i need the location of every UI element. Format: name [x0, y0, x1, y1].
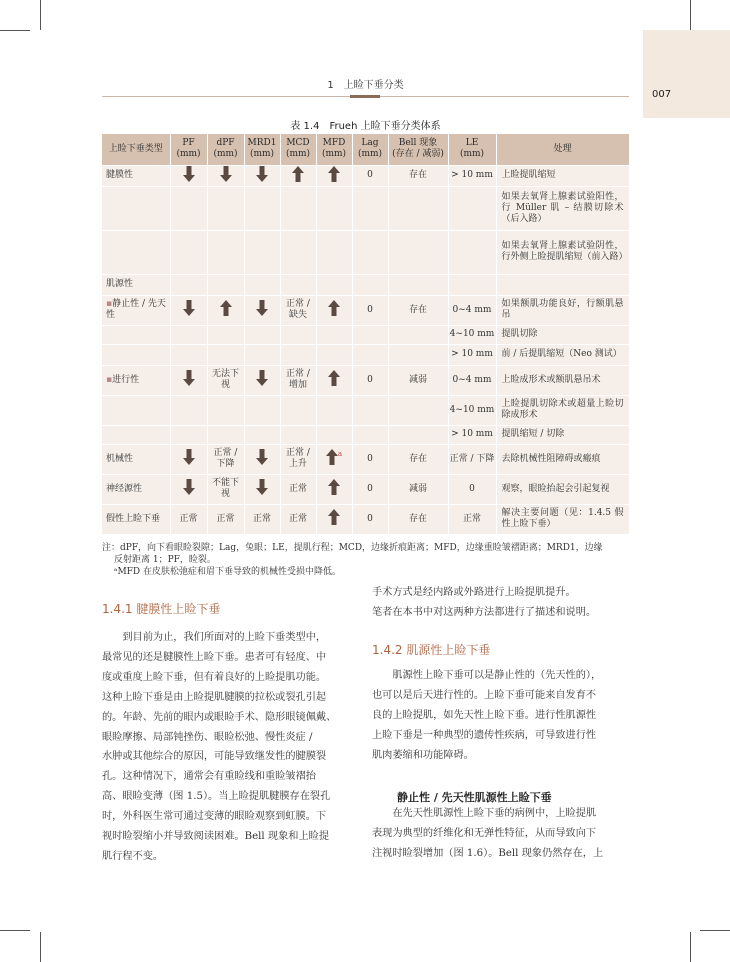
table-cell-type: [102, 425, 170, 444]
table-cell-type: [102, 295, 170, 325]
cell-text: 肌源性: [106, 279, 134, 289]
table-cell-mrd1: [244, 325, 280, 344]
table-cell-mrd1: [244, 425, 280, 444]
table-header-row: [102, 134, 629, 165]
table-cell-lag: [352, 425, 388, 444]
cell-text: 神经源性: [106, 483, 143, 494]
table-cell-mrd1: [244, 165, 280, 186]
cell-text: 假性上睑下垂: [106, 513, 161, 524]
column-header-line: MRD1: [247, 138, 277, 149]
page-number: 007: [652, 89, 672, 100]
table-cell-dpf: [207, 295, 244, 325]
down-arrow-icon: [183, 449, 195, 465]
running-head: 1 上睑下垂分类: [327, 80, 404, 91]
column-header: [496, 134, 629, 165]
table-cell-bell: [388, 474, 448, 504]
table-cell-mfd: [316, 344, 352, 365]
table-cell-bell: [388, 165, 448, 186]
note-line: 注：dPF，向下看眼睑裂隙；Lag，兔眼；LE，提肌行程；MCD，边缘折痕距离；MFD，边缘重睑皱褶距离；MRD1，边缘: [102, 543, 603, 553]
column-header-line: (mm): [249, 149, 275, 160]
cell-text: 解决主要问题（见：1.4.5 假性上睑下垂）: [501, 508, 624, 530]
table-cell-mfd: [316, 325, 352, 344]
table-cell-le: [448, 274, 496, 295]
table-cell-mfd: [316, 230, 352, 274]
cell-text: 0~4 mm: [452, 374, 492, 385]
crop-mark-tl-v: [40, 0, 41, 30]
cell-text: 机械性: [106, 453, 134, 464]
table-cell-mrd1: [244, 274, 280, 295]
table-cell-lag: [352, 444, 388, 474]
table-cell-mfd: [316, 474, 352, 504]
cell-text: 前 / 后提肌缩短（Neo 测试）: [501, 349, 622, 359]
table-cell-lag: [352, 474, 388, 504]
table-cell-le: [448, 474, 496, 504]
table-cell-le: [448, 444, 496, 474]
table-cell-mfd: [316, 444, 352, 474]
down-arrow-icon: [256, 449, 268, 465]
text-line: 良的上睑提肌，如先天性上睑下垂。进行性肌源性: [372, 709, 597, 721]
cell-text: > 10 mm: [451, 349, 493, 359]
cell-text: 如果去氧肾上腺素试验阳性，行 Müller 肌 – 结膜切除术（后入路）: [501, 191, 624, 224]
right-column-text: [372, 666, 629, 766]
table-cell-mrd1: [244, 395, 280, 425]
table-cell-mcd: [280, 295, 316, 325]
page-number-tab: [643, 30, 730, 118]
table-cell-dpf: [207, 325, 244, 344]
cell-text: 观察，眼睑抬起会引起复视: [501, 483, 610, 494]
up-arrow-icon: [328, 166, 340, 182]
table-cell-bell: [388, 295, 448, 325]
cell-text: > 10 mm: [451, 170, 493, 180]
crop-mark-bl-v: [40, 932, 41, 962]
table-cell-treat: [496, 444, 629, 474]
table-cell-mrd1: [244, 230, 280, 274]
table-cell-type: [102, 230, 170, 274]
table-cell-type: [102, 186, 170, 230]
column-header: [352, 134, 388, 165]
cell-text: 上睑成形术或额肌悬吊术: [501, 374, 601, 385]
table-cell-le: [448, 365, 496, 395]
table-cell-mcd: [280, 186, 316, 230]
column-header-line: (mm): [357, 149, 383, 160]
table-cell-mrd1: [244, 344, 280, 365]
table-cell-mcd: [280, 504, 316, 534]
text-line: 孔。这种情况下，通常会有重睑线和重睑皱褶抬: [102, 771, 316, 783]
table-cell-type: [102, 365, 170, 395]
table-row: [102, 425, 629, 444]
cell-text: 0: [469, 483, 475, 494]
cell-text: 如果去氧肾上腺素试验阴性，行外侧上睑提肌缩短（前入路）: [501, 241, 628, 262]
cell-text: 0~4 mm: [452, 304, 492, 315]
up-arrow-icon: [328, 509, 340, 525]
table-cell-mfd: [316, 425, 352, 444]
cell-text: 存在: [408, 170, 427, 180]
cell-text: > 10 mm: [451, 429, 493, 439]
table-cell-mcd: [280, 474, 316, 504]
cell-text: 正常 / 下降: [449, 453, 495, 464]
table-cell-pf: [170, 230, 207, 274]
table-cell-type: [102, 274, 170, 295]
table-cell-pf: [170, 274, 207, 295]
table-cell-bell: [388, 504, 448, 534]
up-arrow-icon: [326, 449, 338, 465]
table-cell-dpf: [207, 186, 244, 230]
column-header-line: 上睑下垂类型: [108, 143, 163, 154]
table-cell-bell: [388, 186, 448, 230]
table-cell-dpf: [207, 474, 244, 504]
column-header-line: (mm): [213, 149, 238, 160]
cell-text: 静止性 / 先天性: [106, 299, 166, 320]
up-arrow-icon: [220, 300, 232, 316]
table-cell-dpf: [207, 504, 244, 534]
table-cell-mfd: [316, 365, 352, 395]
table-cell-mcd: [280, 165, 316, 186]
table-cell-bell: [388, 395, 448, 425]
table-cell-mcd: [280, 444, 316, 474]
down-arrow-icon: [183, 479, 195, 495]
up-arrow-icon: [328, 300, 340, 316]
cell-text: 0: [367, 483, 373, 494]
table-cell-type: [102, 504, 170, 534]
table-cell-treat: [496, 295, 629, 325]
bullet-icon: ▪: [106, 374, 113, 385]
table-cell-mcd: [280, 365, 316, 395]
note-line: 反射距离 1；PF，睑裂。: [114, 555, 216, 565]
crop-mark-br-v: [690, 932, 691, 962]
table-cell-pf: [170, 186, 207, 230]
cell-text: 上睑提肌缩短: [501, 170, 556, 180]
table-cell-mfd: [316, 274, 352, 295]
table-cell-treat: [496, 165, 629, 186]
header-rule-mark: [350, 95, 380, 98]
crop-mark-br-h: [700, 930, 730, 931]
table-row: [102, 365, 629, 395]
table-cell-pf: [170, 325, 207, 344]
column-header-line: (mm): [321, 149, 347, 160]
table-row: [102, 186, 629, 230]
column-header-line: MCD: [286, 138, 310, 149]
cell-text: 0: [367, 170, 373, 180]
table-cell-bell: [388, 325, 448, 344]
text-line: 时，外科医生常可通过变薄的眼睑观察到虹膜。下: [102, 811, 327, 823]
cell-text: 减弱: [408, 483, 427, 494]
cell-text: 4~10 mm: [449, 404, 495, 415]
table-cell-le: [448, 504, 496, 534]
column-header-line: (存在 / 减弱): [392, 149, 444, 160]
table-cell-le: [448, 344, 496, 365]
table-cell-le: [448, 425, 496, 444]
column-header: [170, 134, 207, 165]
table-cell-mrd1: [244, 474, 280, 504]
table-cell-pf: [170, 295, 207, 325]
column-header-line: (mm): [176, 149, 201, 160]
table-cell-type: [102, 444, 170, 474]
column-header: [207, 134, 244, 165]
table-cell-mcd: [280, 395, 316, 425]
footnote-marker: a: [337, 450, 343, 458]
table-cell-treat: [496, 274, 629, 295]
cell-text: 正常 / 上升: [286, 448, 310, 469]
table-cell-type: [102, 474, 170, 504]
table-cell-treat: [496, 186, 629, 230]
subsection-title-static: 静止性 / 先天性肌源性上睑下垂: [397, 791, 552, 804]
cell-text: 提肌缩短 / 切除: [501, 429, 565, 439]
table-cell-bell: [388, 230, 448, 274]
table-cell-treat: [496, 365, 629, 395]
text-line: 度或重度上睑下垂，但有着良好的上睑提肌功能。: [102, 671, 327, 683]
table-cell-lag: [352, 186, 388, 230]
table-row: [102, 274, 629, 295]
text-line: 也可以是后天进行性的。上睑下垂可能来自发育不: [372, 689, 597, 701]
cell-text: 存在: [408, 513, 427, 524]
table-cell-treat: [496, 344, 629, 365]
table-body: [102, 165, 629, 534]
text-line: 水肿或其他综合的原因，可能导致继发性的腱膜裂: [102, 751, 327, 763]
down-arrow-icon: [183, 370, 195, 386]
down-arrow-icon: [256, 370, 268, 386]
table-cell-lag: [352, 395, 388, 425]
table-cell-type: [102, 325, 170, 344]
column-header: [102, 134, 170, 165]
table-cell-mfd: [316, 165, 352, 186]
cell-text: 正常 / 下降: [213, 448, 238, 469]
cell-text: 存在: [408, 453, 427, 464]
column-header-line: (mm): [285, 149, 311, 160]
table-cell-mfd: [316, 504, 352, 534]
crop-mark-tl-h: [0, 30, 30, 31]
table-row: [102, 325, 629, 344]
cell-text: 0: [367, 304, 373, 315]
down-arrow-icon: [183, 166, 195, 182]
table-cell-treat: [496, 230, 629, 274]
table-cell-bell: [388, 274, 448, 295]
table-row: [102, 344, 629, 365]
table-cell-lag: [352, 325, 388, 344]
cell-text: 存在: [408, 304, 427, 315]
right-column-intro: [372, 583, 629, 623]
table-cell-bell: [388, 344, 448, 365]
table-cell-dpf: [207, 365, 244, 395]
table-cell-lag: [352, 504, 388, 534]
column-header-line: (mm): [459, 149, 485, 160]
table-cell-treat: [496, 504, 629, 534]
column-header: [280, 134, 316, 165]
table-cell-dpf: [207, 165, 244, 186]
table-cell-pf: [170, 474, 207, 504]
down-arrow-icon: [256, 479, 268, 495]
column-header-line: PF: [182, 138, 195, 149]
text-line: 肌肉萎缩和功能障碍。: [372, 749, 474, 761]
table-cell-mfd: [316, 186, 352, 230]
table-cell-pf: [170, 344, 207, 365]
up-arrow-icon: [328, 370, 340, 386]
down-arrow-icon: [220, 166, 232, 182]
table-row: [102, 504, 629, 534]
table-row: [102, 395, 629, 425]
text-line: 在先天性肌源性上睑下垂的病例中，上睑提肌: [372, 808, 597, 819]
ptosis-classification-table: [102, 134, 630, 534]
cell-text: 0: [367, 374, 373, 385]
table-cell-dpf: [207, 395, 244, 425]
table-cell-lag: [352, 274, 388, 295]
column-header-line: LE: [465, 138, 479, 149]
crop-mark-bl-h: [0, 930, 30, 931]
table-cell-le: [448, 165, 496, 186]
table-cell-lag: [352, 295, 388, 325]
column-header-line: 处理: [553, 143, 572, 154]
table-cell-mcd: [280, 230, 316, 274]
table-cell-mcd: [280, 274, 316, 295]
cell-text: 无法下视: [211, 369, 239, 390]
table-cell-mrd1: [244, 444, 280, 474]
table-cell-bell: [388, 444, 448, 474]
section-title-myogenic: 1.4.2 肌源性上睑下垂: [372, 643, 491, 657]
column-header-line: MFD: [322, 138, 346, 149]
table-cell-mfd: [316, 395, 352, 425]
table-row: [102, 295, 629, 325]
cell-text: 正常: [288, 483, 307, 494]
table-cell-lag: [352, 344, 388, 365]
table-cell-mcd: [280, 425, 316, 444]
cell-text: 提肌切除: [501, 329, 538, 339]
table-cell-le: [448, 230, 496, 274]
column-header: [448, 134, 496, 165]
down-arrow-icon: [183, 300, 195, 316]
cell-text: 去除机械性阻障碍或瘢痕: [501, 453, 601, 464]
table-cell-pf: [170, 165, 207, 186]
crop-mark-tr-v: [690, 0, 691, 30]
text-line: 上睑下垂是一种典型的遗传性疾病，可导致进行性: [372, 729, 597, 741]
table-cell-mrd1: [244, 504, 280, 534]
cell-text: 正常 / 增加: [286, 369, 310, 390]
cell-text: 正常 / 缺失: [286, 299, 310, 320]
column-header: [316, 134, 352, 165]
table-cell-mrd1: [244, 186, 280, 230]
text-line: 这种上睑下垂是由上睑提肌腱膜的拉松或裂孔引起: [102, 691, 327, 703]
right-column-subtext: [372, 804, 629, 864]
text-line: 注视时睑裂增加（图 1.6）。Bell 现象仍然存在，上: [372, 847, 604, 859]
cell-text: 减弱: [408, 374, 427, 385]
up-arrow-icon: [328, 479, 340, 495]
table-cell-le: [448, 295, 496, 325]
table-row: [102, 474, 629, 504]
table-cell-dpf: [207, 425, 244, 444]
table-cell-bell: [388, 425, 448, 444]
column-header-line: Lag: [361, 138, 379, 149]
cell-text: 4~10 mm: [449, 329, 495, 339]
text-line: 笔者在本书中对这两种方法都进行了描述和说明。: [372, 606, 597, 618]
table-cell-pf: [170, 365, 207, 395]
table-cell-dpf: [207, 274, 244, 295]
down-arrow-icon: [256, 300, 268, 316]
text-line: 高、眼睑变薄（图 1.5）。当上睑提肌腱膜存在裂孔: [102, 791, 331, 803]
table-cell-pf: [170, 504, 207, 534]
table-row: [102, 165, 629, 186]
down-arrow-icon: [256, 166, 268, 182]
bullet-icon: ▪: [106, 299, 113, 309]
table-cell-mcd: [280, 344, 316, 365]
cell-text: 0: [367, 513, 373, 524]
table-cell-lag: [352, 230, 388, 274]
note-line: ᵃMFD 在皮肤松弛症和眉下垂导致的机械性受损中降低。: [114, 567, 342, 577]
table-cell-le: [448, 395, 496, 425]
table-cell-dpf: [207, 444, 244, 474]
column-header: [388, 134, 448, 165]
text-line: 肌源性上睑下垂可以是静止性的（先天性的），: [372, 670, 602, 681]
table-title: 表 1.4 Frueh 上睑下垂分类体系: [290, 121, 441, 132]
table-cell-le: [448, 325, 496, 344]
cell-text: 正常: [179, 513, 198, 524]
table-cell-bell: [388, 365, 448, 395]
table-cell-dpf: [207, 344, 244, 365]
table-row: [102, 444, 629, 474]
table-cell-pf: [170, 395, 207, 425]
text-line: 最常见的还是腱膜性上睑下垂。患者可有轻度、中: [102, 651, 327, 663]
cell-text: 进行性: [112, 374, 140, 385]
table-cell-type: [102, 344, 170, 365]
text-line: 的。年龄、先前的眼内或眼睑手术、隐形眼镜佩戴、: [102, 711, 337, 723]
table-cell-pf: [170, 425, 207, 444]
text-line: 视时睑裂缩小并导致阅读困难。Bell 现象和上睑提: [102, 831, 330, 843]
table-cell-mcd: [280, 325, 316, 344]
table-notes: [102, 542, 629, 578]
table-cell-lag: [352, 165, 388, 186]
left-column-text: [102, 628, 360, 867]
table-cell-treat: [496, 474, 629, 504]
column-header: [244, 134, 280, 165]
table-cell-pf: [170, 444, 207, 474]
cell-text: 正常: [288, 513, 307, 524]
table-cell-treat: [496, 395, 629, 425]
cell-text: 如果额肌功能良好，行额肌悬吊: [501, 299, 624, 320]
section-title-aponeurotic: 1.4.1 腱膜性上睑下垂: [102, 602, 221, 616]
text-line: 肌行程不变。: [102, 850, 164, 862]
column-header-line: Bell 现象: [398, 138, 438, 149]
cell-text: 上睑提肌切除术或超量上睑切除成形术: [501, 399, 624, 420]
up-arrow-icon: [292, 166, 304, 182]
table-cell-mfd: [316, 295, 352, 325]
cell-text: 0: [367, 453, 373, 464]
table-cell-lag: [352, 365, 388, 395]
cell-text: 腱膜性: [106, 170, 134, 180]
table-cell-treat: [496, 425, 629, 444]
cell-text: 正常: [252, 513, 271, 524]
text-line: 手术方式是经内路或外路进行上睑提肌提升。: [372, 587, 576, 598]
table-cell-mrd1: [244, 295, 280, 325]
table-cell-le: [448, 186, 496, 230]
table-row: [102, 230, 629, 274]
text-line: 到目前为止，我们所面对的上睑下垂类型中，: [102, 632, 327, 643]
text-line: 表现为典型的纤维化和无弹性特征，从而导致向下: [372, 827, 597, 839]
column-header-line: dPF: [216, 138, 235, 149]
table-cell-treat: [496, 325, 629, 344]
cell-text: 正常: [216, 513, 235, 524]
cell-text: 不能下视: [211, 478, 239, 499]
table-cell-type: [102, 165, 170, 186]
table-cell-dpf: [207, 230, 244, 274]
text-line: 眼睑摩擦、局部钝挫伤、眼睑松弛、慢性炎症 /: [102, 731, 313, 743]
table-cell-type: [102, 395, 170, 425]
table-cell-mrd1: [244, 365, 280, 395]
cell-text: 正常: [462, 513, 481, 524]
